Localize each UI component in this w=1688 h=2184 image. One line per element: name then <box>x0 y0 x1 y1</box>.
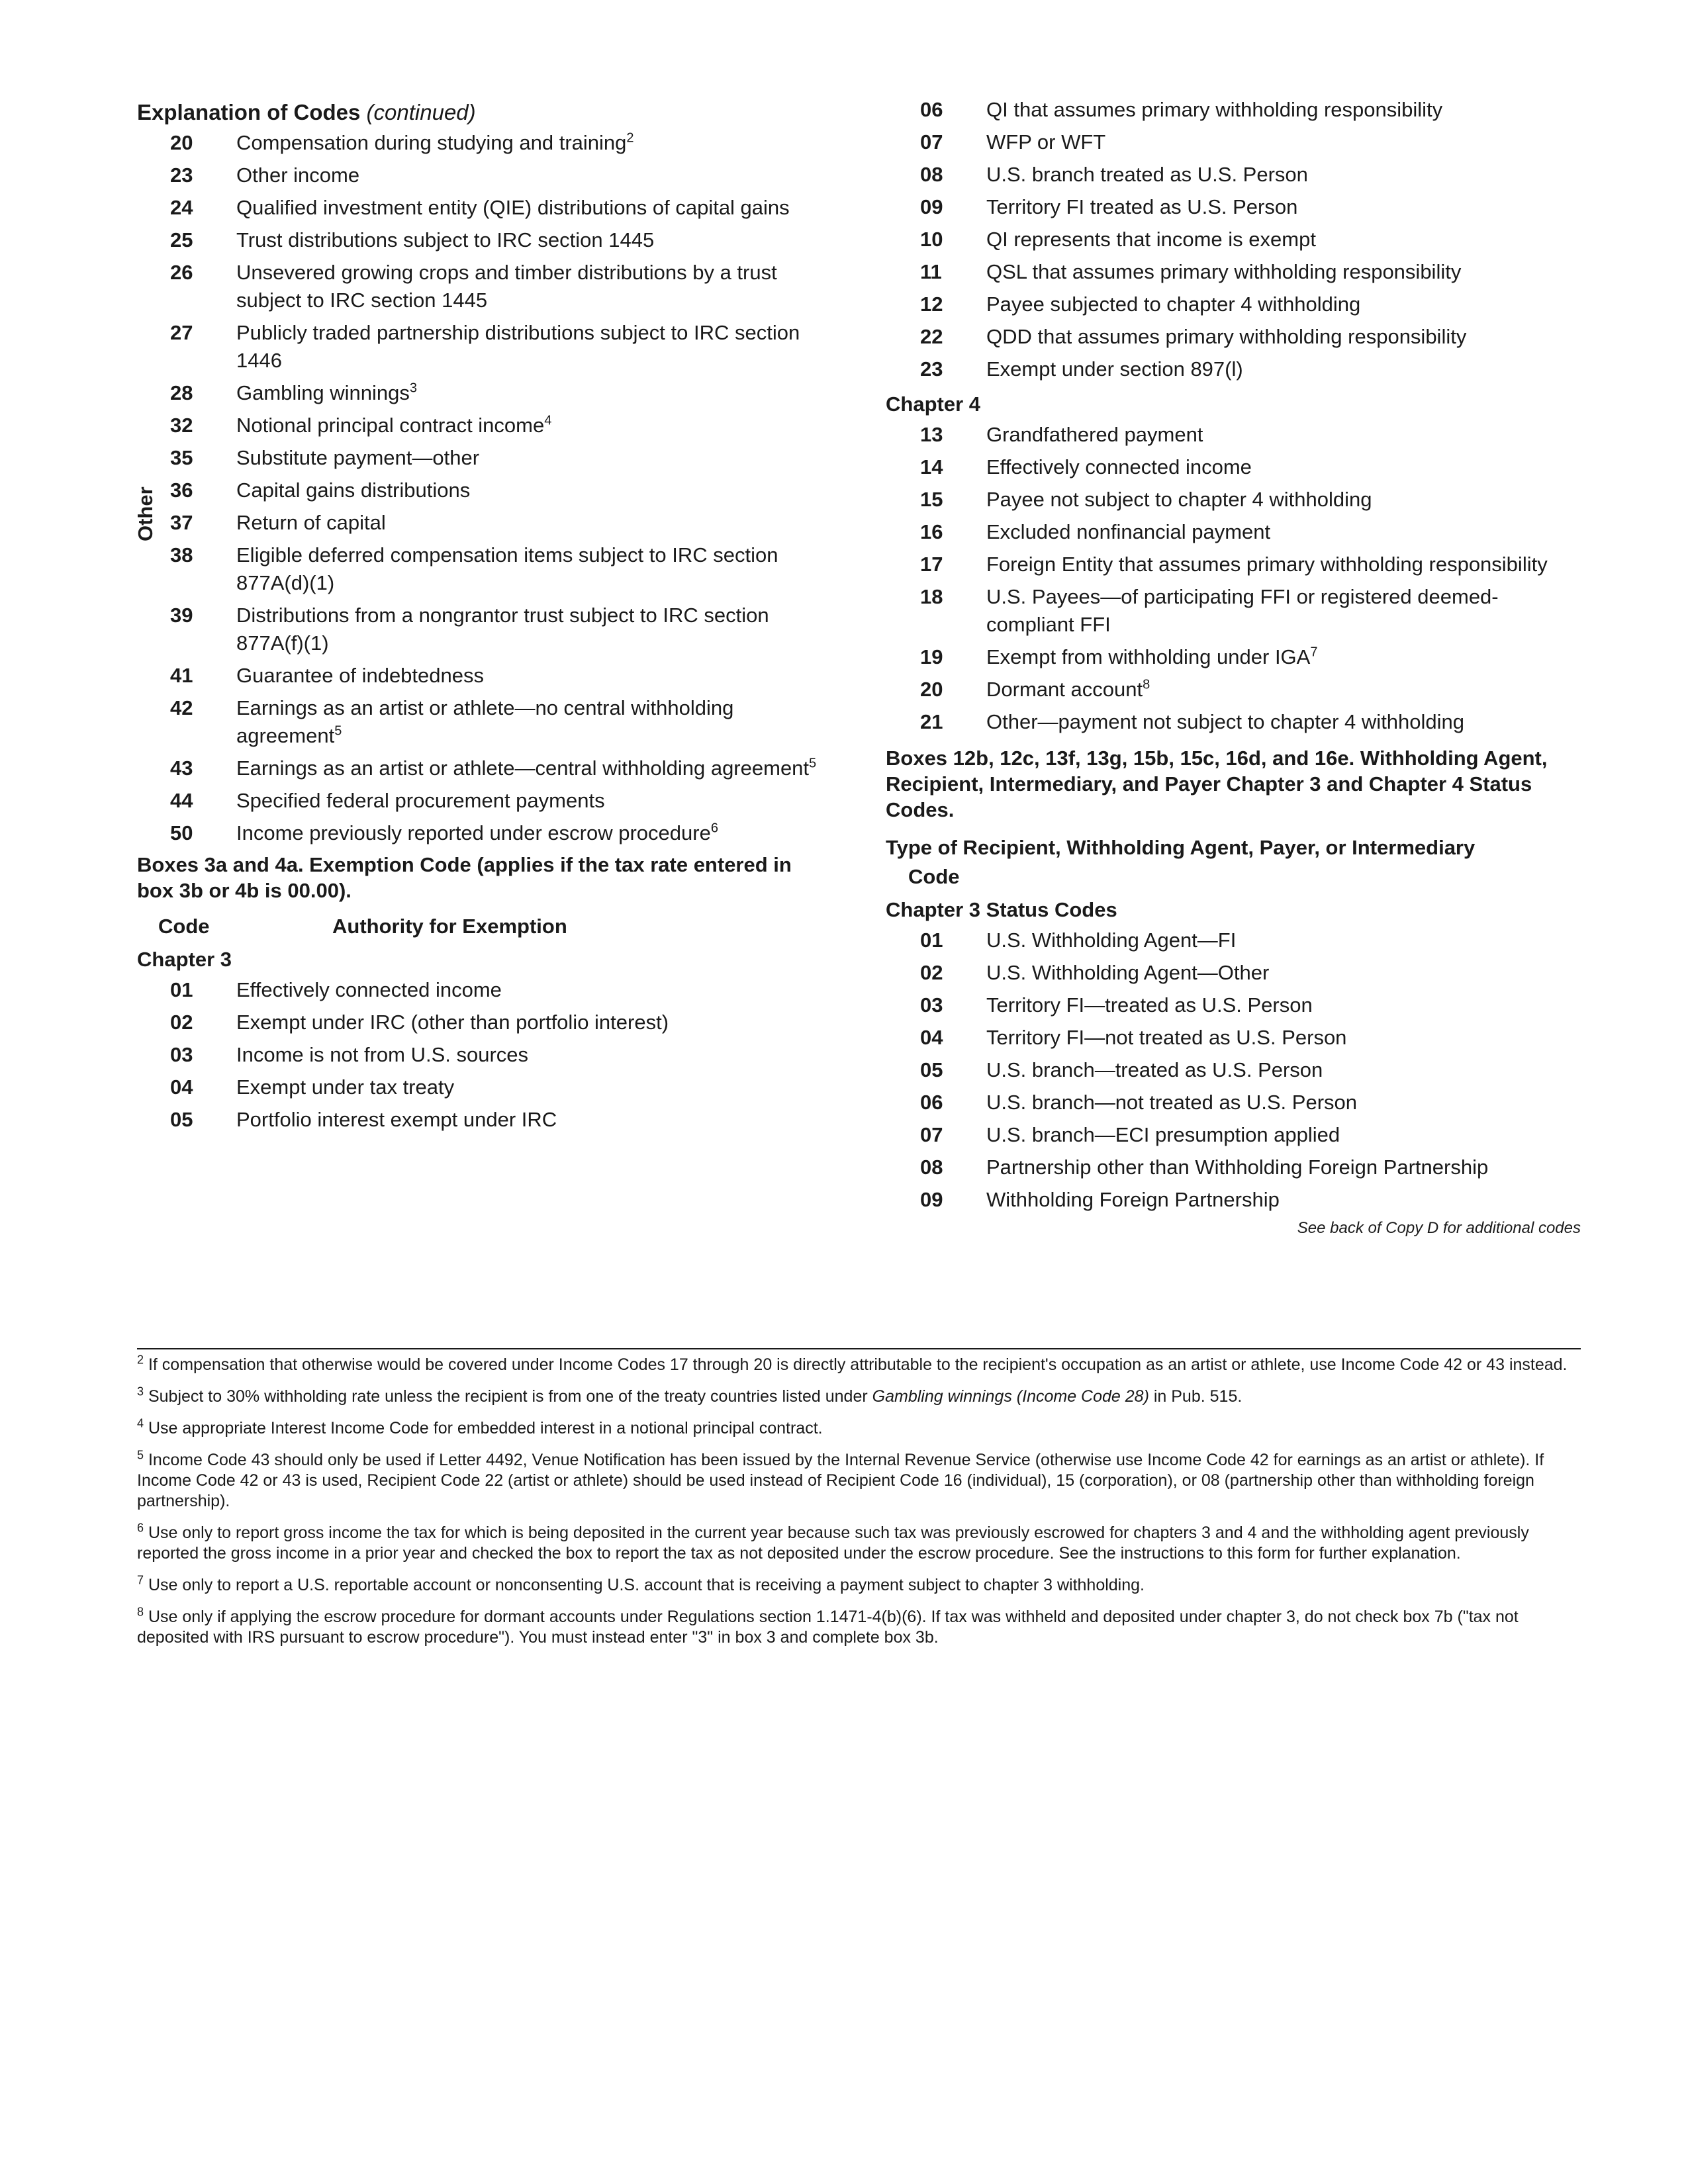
code-row <box>886 355 1581 383</box>
title-continued: (continued) <box>366 100 476 124</box>
footnote-ref: 6 <box>710 821 718 836</box>
code-row <box>886 486 1581 514</box>
code-description <box>236 161 819 189</box>
code-number: 08 <box>920 163 943 186</box>
code-number: 01 <box>170 978 193 1001</box>
code-row <box>886 96 1581 124</box>
code-description <box>236 379 819 407</box>
footnote-text: Use appropriate Interest Income Code for embedded interest in a notional principal contract. <box>148 1419 823 1437</box>
code-description-text: Payee subjected to chapter 4 withholding <box>986 293 1361 316</box>
footnote <box>137 1575 1581 1596</box>
footnotes <box>137 1355 1581 1659</box>
code-number: 01 <box>920 929 943 952</box>
code-description <box>236 226 819 254</box>
code-number: 50 <box>170 821 193 844</box>
code-number: 22 <box>920 325 943 348</box>
code-row <box>886 643 1581 671</box>
code-row <box>886 518 1581 546</box>
code-description-text: Exempt under IRC (other than portfolio interest) <box>236 1011 669 1034</box>
code-number: 04 <box>920 1026 943 1049</box>
code-row <box>137 1009 819 1036</box>
code-number: 39 <box>170 604 193 627</box>
code-number: 24 <box>170 196 193 219</box>
footnote <box>137 1450 1581 1512</box>
code-number: 06 <box>920 1091 943 1114</box>
code-description <box>236 694 819 750</box>
code-number: 25 <box>170 228 193 251</box>
footnote-ref: 5 <box>809 756 817 771</box>
code-description <box>986 193 1581 221</box>
footnote-ref: 7 <box>1310 645 1318 660</box>
footnote-number: 8 <box>137 1605 144 1619</box>
code-number: 15 <box>920 488 943 511</box>
status-code-list <box>886 927 1581 1214</box>
code-row <box>137 477 819 504</box>
code-description-text: Exempt under tax treaty <box>236 1075 455 1099</box>
code-number: 23 <box>920 357 943 381</box>
exemption-column-headers <box>137 910 819 943</box>
code-description <box>986 1056 1581 1084</box>
code-description <box>986 1154 1581 1181</box>
code-row <box>886 226 1581 253</box>
column-authority-header: Authority for Exemption <box>332 915 567 938</box>
code-number: 02 <box>920 961 943 984</box>
code-description-text: Publicly traded partnership distributions subject to IRC section 1446 <box>236 321 800 372</box>
code-number: 02 <box>170 1011 193 1034</box>
code-row <box>886 193 1581 221</box>
footnote-number: 2 <box>137 1353 144 1367</box>
code-description <box>986 258 1581 286</box>
code-row <box>886 1186 1581 1214</box>
code-description-text: Return of capital <box>236 511 386 534</box>
code-number: 20 <box>920 678 943 701</box>
code-description <box>236 194 819 222</box>
code-description <box>986 583 1581 639</box>
code-description-text: Earnings as an artist or athlete—no central withholding agreement <box>236 696 734 747</box>
code-description-text: Guarantee of indebtedness <box>236 664 484 687</box>
code-description-text: U.S. branch treated as U.S. Person <box>986 163 1308 186</box>
footnote <box>137 1523 1581 1564</box>
chapter3-label: Chapter 3 <box>137 948 232 971</box>
code-description-text: QI represents that income is exempt <box>986 228 1316 251</box>
code-description-text: Other—payment not subject to chapter 4 withholding <box>986 710 1465 733</box>
footnote-ref: 8 <box>1143 677 1150 692</box>
code-number: 06 <box>920 98 943 121</box>
code-description-text: Partnership other than Withholding Foreign Partnership <box>986 1156 1489 1179</box>
code-heading: Code <box>908 865 960 888</box>
footnote-text-after: in Pub. 515. <box>1149 1387 1243 1406</box>
column-code-header: Code <box>158 915 210 938</box>
code-description <box>236 976 819 1004</box>
code-description <box>986 1186 1581 1214</box>
code-row <box>886 1024 1581 1052</box>
code-number: 43 <box>170 756 193 780</box>
code-description <box>986 1121 1581 1149</box>
code-description <box>236 1041 819 1069</box>
code-description-text: Exempt from withholding under IGA <box>986 645 1311 668</box>
code-number: 27 <box>170 321 193 344</box>
code-description <box>986 991 1581 1019</box>
income-code-list <box>137 129 819 847</box>
code-description-text: Foreign Entity that assumes primary withholding responsibility <box>986 553 1548 576</box>
code-row <box>137 259 819 314</box>
code-description-text: U.S. Withholding Agent—Other <box>986 961 1270 984</box>
footnote-text: Subject to 30% withholding rate unless the recipient is from one of the treaty countries listed under <box>148 1387 872 1406</box>
code-row <box>137 161 819 189</box>
footnote-number: 5 <box>137 1448 144 1462</box>
code-row <box>137 819 819 847</box>
code-row <box>886 161 1581 189</box>
code-row <box>137 194 819 222</box>
code-description <box>236 509 819 537</box>
code-description-text: Territory FI treated as U.S. Person <box>986 195 1298 218</box>
code-number: 35 <box>170 446 193 469</box>
code-row <box>137 694 819 750</box>
code-description-text: Specified federal procurement payments <box>236 789 605 812</box>
code-description-text: Unsevered growing crops and timber distributions by a trust subject to IRC section 1445 <box>236 261 777 312</box>
code-description-text: Capital gains distributions <box>236 478 471 502</box>
chapter3-exemption-continued-list <box>886 96 1581 383</box>
code-description <box>986 323 1581 351</box>
code-description <box>236 662 819 690</box>
footnote-ref: 5 <box>334 723 342 739</box>
code-row <box>886 1121 1581 1149</box>
code-description-text: U.S. branch—treated as U.S. Person <box>986 1058 1323 1081</box>
code-row <box>137 509 819 537</box>
code-number: 12 <box>920 293 943 316</box>
code-number: 05 <box>920 1058 943 1081</box>
code-row <box>886 128 1581 156</box>
footnote-ref: 2 <box>626 130 634 146</box>
code-number: 09 <box>920 195 943 218</box>
code-description-text: Distributions from a nongrantor trust subject to IRC section 877A(f)(1) <box>236 604 769 655</box>
code-row <box>137 129 819 157</box>
code-row <box>886 453 1581 481</box>
code-description-text: U.S. Withholding Agent—FI <box>986 929 1237 952</box>
code-description-text: Eligible deferred compensation items subject to IRC section 877A(d)(1) <box>236 543 778 594</box>
code-description-text: Gambling winnings <box>236 381 410 404</box>
code-description-text: Qualified investment entity (QIE) distributions of capital gains <box>236 196 790 219</box>
code-row <box>137 1073 819 1101</box>
code-description-text: Effectively connected income <box>236 978 502 1001</box>
footnote-italic: Gambling winnings (Income Code 28) <box>872 1387 1149 1406</box>
code-number: 20 <box>170 131 193 154</box>
code-description <box>236 602 819 657</box>
footnote-ref: 3 <box>409 381 418 396</box>
code-description <box>986 421 1581 449</box>
code-description <box>986 291 1581 318</box>
code-number: 07 <box>920 130 943 154</box>
code-row <box>886 583 1581 639</box>
code-description <box>986 486 1581 514</box>
code-number: 03 <box>170 1043 193 1066</box>
code-number: 26 <box>170 261 193 284</box>
code-row <box>137 787 819 815</box>
chapter4-exemption-list <box>886 421 1581 736</box>
code-row <box>886 927 1581 954</box>
code-description <box>236 1073 819 1101</box>
code-row <box>137 319 819 375</box>
code-number: 36 <box>170 478 193 502</box>
title-text: Explanation of Codes <box>137 100 361 124</box>
code-row <box>886 1056 1581 1084</box>
chapter3-exemption-list <box>137 976 819 1134</box>
code-description <box>236 787 819 815</box>
code-number: 42 <box>170 696 193 719</box>
code-number: 17 <box>920 553 943 576</box>
footnote-number: 4 <box>137 1416 144 1430</box>
other-vertical-label: Other <box>134 486 157 541</box>
code-row <box>886 676 1581 704</box>
code-description <box>986 1024 1581 1052</box>
footnote-text: Income Code 43 should only be used if Letter 4492, Venue Notification has been issued by the Internal Revenue Service (otherwise use Income Code 42 for earnings as an artist or athlete). If Income Code 42 or 43 is used, Recipient Code 22 (artist or athlete) should be used instead of Recipient Code 16 (individual), 15 (corporation), or 08 (partnership other than withholding foreign partnership). <box>137 1451 1544 1510</box>
code-description-text: Income is not from U.S. sources <box>236 1043 529 1066</box>
footnote <box>137 1387 1581 1407</box>
code-row <box>137 379 819 407</box>
code-description <box>986 226 1581 253</box>
code-description <box>986 959 1581 987</box>
code-description <box>986 551 1581 578</box>
code-number: 44 <box>170 789 193 812</box>
code-description-text: Dormant account <box>986 678 1143 701</box>
footnote-number: 6 <box>137 1521 144 1535</box>
code-description <box>236 129 819 157</box>
code-row <box>886 959 1581 987</box>
code-description-text: Notional principal contract income <box>236 414 545 437</box>
code-description-text: Grandfathered payment <box>986 423 1203 446</box>
code-row <box>137 602 819 657</box>
code-number: 09 <box>920 1188 943 1211</box>
footnote-number: 7 <box>137 1573 144 1587</box>
code-description <box>986 927 1581 954</box>
code-row <box>137 444 819 472</box>
footnote-text: Use only to report a U.S. reportable account or nonconsenting U.S. account that is receiving a payment subject to chapter 3 withholding. <box>148 1576 1145 1594</box>
footnote <box>137 1355 1581 1375</box>
code-description-text: Excluded nonfinancial payment <box>986 520 1271 543</box>
code-row <box>137 412 819 439</box>
status-codes-heading: Boxes 12b, 12c, 13f, 13g, 15b, 15c, 16d, and 16e. Withholding Agent, Recipient, Intermediary, and Payer Chapter 3 and Chapter 4 Status Codes. <box>886 747 1548 821</box>
code-description <box>986 643 1581 671</box>
code-description-text: Earnings as an artist or athlete—central withholding agreement <box>236 756 810 780</box>
code-description-text: Income previously reported under escrow procedure <box>236 821 711 844</box>
code-description-text: Territory FI—treated as U.S. Person <box>986 993 1313 1017</box>
code-row <box>137 1041 819 1069</box>
code-row <box>886 421 1581 449</box>
code-number: 05 <box>170 1108 193 1131</box>
code-row <box>886 323 1581 351</box>
code-description-text: QI that assumes primary withholding responsibility <box>986 98 1443 121</box>
code-description <box>986 708 1581 736</box>
footnote-text: Use only if applying the escrow procedure for dormant accounts under Regulations section 1.1471-4(b)(6). If tax was withheld and deposited under chapter 3, do not check box 7b ("tax not deposited with IRS pursuant to escrow procedure"). You must instead enter "3" in box 3 and complete box 3b. <box>137 1608 1519 1647</box>
code-description-text: Portfolio interest exempt under IRC <box>236 1108 557 1131</box>
code-description-text: Payee not subject to chapter 4 withholding <box>986 488 1372 511</box>
code-description <box>236 541 819 597</box>
code-number: 23 <box>170 163 193 187</box>
code-number: 11 <box>920 260 942 283</box>
section-title <box>137 96 819 129</box>
code-row <box>137 1106 819 1134</box>
code-row <box>137 226 819 254</box>
footnote-number: 3 <box>137 1385 144 1398</box>
code-number: 18 <box>920 585 943 608</box>
footnote <box>137 1607 1581 1648</box>
code-description <box>236 819 819 847</box>
code-row <box>886 258 1581 286</box>
code-description-text: U.S. Payees—of participating FFI or registered deemed-compliant FFI <box>986 585 1499 636</box>
code-row <box>886 291 1581 318</box>
code-row <box>886 1089 1581 1116</box>
code-description <box>986 161 1581 189</box>
code-description-text: Trust distributions subject to IRC section 1445 <box>236 228 655 251</box>
code-number: 32 <box>170 414 193 437</box>
code-row <box>137 976 819 1004</box>
code-description <box>986 518 1581 546</box>
code-description-text: WFP or WFT <box>986 130 1106 154</box>
code-description-text: Withholding Foreign Partnership <box>986 1188 1280 1211</box>
code-row <box>886 991 1581 1019</box>
code-description-text: Compensation during studying and training <box>236 131 627 154</box>
code-row <box>886 708 1581 736</box>
code-description <box>236 259 819 314</box>
code-description <box>986 355 1581 383</box>
code-description <box>986 453 1581 481</box>
code-number: 08 <box>920 1156 943 1179</box>
code-row <box>137 541 819 597</box>
code-number: 28 <box>170 381 193 404</box>
code-description-text: Other income <box>236 163 360 187</box>
chapter3-status-label: Chapter 3 Status Codes <box>886 898 1117 921</box>
code-number: 03 <box>920 993 943 1017</box>
code-number: 07 <box>920 1123 943 1146</box>
left-column <box>137 96 819 1138</box>
footnote-text: If compensation that otherwise would be covered under Income Codes 17 through 20 is directly attributable to the recipient's occupation as an artist or athlete, use Income Code 42 or 43 instead. <box>148 1355 1568 1374</box>
code-description <box>236 754 819 782</box>
code-row <box>137 662 819 690</box>
code-row <box>137 754 819 782</box>
chapter4-label: Chapter 4 <box>886 392 980 416</box>
code-description <box>986 1089 1581 1116</box>
footnote-text: Use only to report gross income the tax for which is being deposited in the current year because such tax was previously escrowed for chapters 3 and 4 and the withholding agent previously reported the gross income in a prior year and checked the box to report the tax as not deposited under the escrow procedure. See the instructions to this form for further explanation. <box>137 1524 1529 1563</box>
code-number: 37 <box>170 511 193 534</box>
code-row <box>886 551 1581 578</box>
type-heading: Type of Recipient, Withholding Agent, Payer, or Intermediary <box>886 836 1476 859</box>
code-description <box>986 96 1581 124</box>
code-number: 10 <box>920 228 943 251</box>
code-number: 14 <box>920 455 943 478</box>
footnote-ref: 4 <box>544 413 552 428</box>
code-description-text: U.S. branch—ECI presumption applied <box>986 1123 1340 1146</box>
exemption-heading: Boxes 3a and 4a. Exemption Code (applies if the tax rate entered in box 3b or 4b is 00.00). <box>137 853 792 902</box>
code-description <box>236 444 819 472</box>
see-back-note: See back of Copy D for additional codes <box>1297 1219 1581 1237</box>
code-description <box>986 676 1581 704</box>
code-number: 21 <box>920 710 943 733</box>
code-description-text: Territory FI—not treated as U.S. Person <box>986 1026 1347 1049</box>
code-number: 13 <box>920 423 943 446</box>
code-description-text: Exempt under section 897(l) <box>986 357 1243 381</box>
code-description <box>236 319 819 375</box>
code-description-text: Effectively connected income <box>986 455 1252 478</box>
code-number: 38 <box>170 543 193 567</box>
code-description <box>236 412 819 439</box>
code-row <box>886 1154 1581 1181</box>
footnote <box>137 1418 1581 1439</box>
code-description <box>236 1106 819 1134</box>
code-description-text: QDD that assumes primary withholding responsibility <box>986 325 1467 348</box>
code-description-text: Substitute payment—other <box>236 446 480 469</box>
code-description <box>236 1009 819 1036</box>
code-description <box>986 128 1581 156</box>
code-number: 41 <box>170 664 193 687</box>
code-number: 04 <box>170 1075 193 1099</box>
right-column <box>886 96 1581 1238</box>
code-description-text: U.S. branch—not treated as U.S. Person <box>986 1091 1357 1114</box>
code-description-text: QSL that assumes primary withholding responsibility <box>986 260 1462 283</box>
code-number: 19 <box>920 645 943 668</box>
code-description <box>236 477 819 504</box>
footnote-divider <box>137 1348 1581 1349</box>
code-number: 16 <box>920 520 943 543</box>
